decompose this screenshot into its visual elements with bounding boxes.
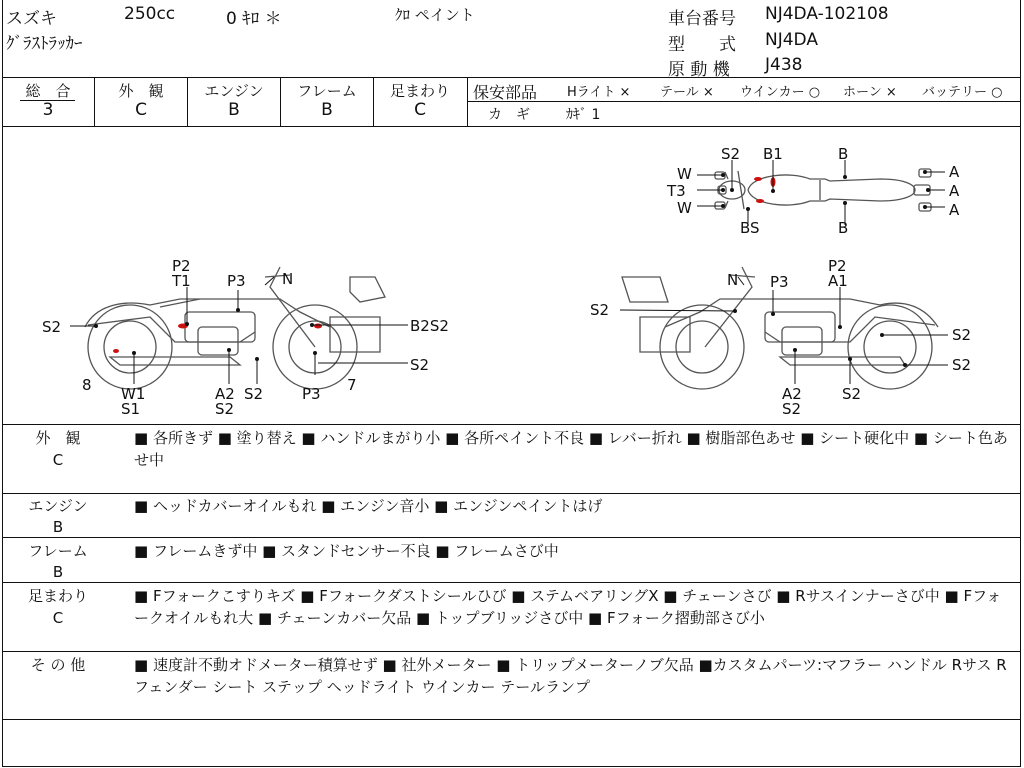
divider <box>2 719 1021 720</box>
safety-item-winker: ウインカー ○ <box>740 85 821 100</box>
diagram-label: S2 <box>952 326 972 344</box>
section-grade: C <box>52 609 64 627</box>
grade-value-suspension: C <box>414 100 426 120</box>
safety-item-horn: ホーン × <box>843 85 897 100</box>
divider <box>280 77 281 126</box>
diagram-label: B <box>838 145 849 163</box>
section-text: ■ フレームきず中 ■ スタンドセンサー不良 ■ フレームさび中 <box>134 542 559 560</box>
divider <box>2 582 1021 583</box>
section-label: エンジン <box>28 497 88 515</box>
section-label: 外 観 <box>35 429 81 447</box>
color: ｸﾛ ペイント <box>395 6 475 24</box>
section-grade: B <box>52 518 64 536</box>
diagram-label: BS <box>740 219 760 237</box>
diagram-label: 7 <box>347 376 357 394</box>
divider <box>2 77 1021 78</box>
diagram-label: N <box>727 271 739 289</box>
diagram-label: A2 <box>782 385 802 403</box>
safety-item-headlight: Hライト × <box>567 85 631 100</box>
divider <box>20 100 75 101</box>
diagram-label: S1 <box>121 400 141 418</box>
type-value: NJ4DA <box>765 30 818 50</box>
damage-diagram <box>0 127 1024 424</box>
divider <box>187 77 188 126</box>
section-label: そ の 他 <box>30 656 86 674</box>
type-label: 型 式 <box>668 35 736 55</box>
grade-value-engine: B <box>228 100 240 120</box>
diagram-label: S2 <box>952 356 972 374</box>
diagram-label: A <box>949 182 960 200</box>
section-text: ■ Fフォークこすりキズ ■ Fフォークダストシールひび ■ ステムベアリングX ■ チェーンさび ■ Rサスインナーさび中 ■ Fフォークオイルもれ大 ■ チェーンカバー欠品 ■ トップブリッジさび中 ■ Fフォーク摺動部さび小 <box>134 587 1002 627</box>
diagram-label: S2 <box>590 301 610 319</box>
frame-no: NJ4DA-102108 <box>765 4 889 24</box>
engine-label: 原 動 機 <box>668 60 730 80</box>
divider <box>2 537 1021 538</box>
diagram-label: S2 <box>215 400 235 418</box>
displacement: 250cc <box>124 4 176 24</box>
safety-title: 保安部品 <box>473 83 538 102</box>
diagram-label: S2 <box>721 145 741 163</box>
diagram-label: B <box>838 219 849 237</box>
diagram-label: P2 <box>172 257 191 275</box>
diagram-label: A <box>949 201 960 219</box>
grade-label-engine: エンジン <box>204 82 264 100</box>
frame-no-label: 車台番号 <box>668 9 736 29</box>
key-label: カ ギ <box>488 107 530 123</box>
label-dots <box>94 170 930 367</box>
divider <box>94 77 95 126</box>
divider <box>2 493 1021 494</box>
section-grade: C <box>52 451 64 469</box>
section-label: フレーム <box>28 542 88 560</box>
mileage: 0 ｷﾛ ＊ <box>226 9 282 29</box>
diagram-label: N <box>282 270 294 288</box>
grade-value-exterior: C <box>135 100 147 120</box>
key-value: ｶｷﾞ 1 <box>566 107 601 123</box>
grade-value-frame: B <box>321 100 333 120</box>
diagram-label: A <box>949 163 960 181</box>
diagram-label: A2 <box>215 385 235 403</box>
diagram-label: W1 <box>121 385 146 403</box>
diagram-label: T1 <box>172 272 191 290</box>
grade-label-frame: フレーム <box>297 82 357 100</box>
safety-item-battery: バッテリー ○ <box>922 85 1003 100</box>
section-grade: B <box>52 563 64 581</box>
divider <box>373 77 374 126</box>
grade-value-overall: 3 <box>42 100 54 120</box>
diagram-label: S2 <box>782 400 802 418</box>
diagram-label: 8 <box>82 376 92 394</box>
grade-label-suspension: 足まわり <box>389 82 450 100</box>
grade-label-overall: 総 合 <box>25 82 71 100</box>
section-text: ■ 速度計不動オドメーター積算せず ■ 社外メーター ■ トリップメーターノブ欠品 ■カスタムパーツ:マフラー ハンドル Rサス Rフェンダー シート ステップ ヘッドライト ウインカー テールランプ <box>134 656 1007 696</box>
diagram-label: T3 <box>667 182 686 200</box>
diagram-label: P3 <box>227 272 246 290</box>
section-text: ■ 各所きず ■ 塗り替え ■ ハンドルまがり小 ■ 各所ペイント不良 ■ レバー折れ ■ 樹脂部色あせ ■ シート硬化中 ■ シート色あせ中 <box>134 429 1008 469</box>
grade-label-exterior: 外 観 <box>118 82 164 100</box>
model-name: ｸﾞﾗｽﾄﾗｯｶｰ <box>6 34 83 54</box>
leader-lines <box>70 160 948 384</box>
diagram-label: P3 <box>302 385 321 403</box>
engine-value: J438 <box>765 55 803 75</box>
diagram-label: S2 <box>244 385 264 403</box>
safety-item-tail: テール × <box>660 85 714 100</box>
diagram-label: S2 <box>410 356 430 374</box>
divider <box>467 101 1021 102</box>
section-text: ■ ヘッドカバーオイルもれ ■ エンジン音小 ■ エンジンペイントはげ <box>134 497 603 515</box>
diagram-label: A1 <box>828 272 848 290</box>
section-label: 足まわり <box>27 587 88 605</box>
diagram-label: S2 <box>42 318 62 336</box>
diagram-label: W <box>677 165 692 183</box>
diagram-label: P2 <box>828 257 847 275</box>
divider <box>2 424 1021 425</box>
top-view-bike <box>715 169 931 211</box>
diagram-label: S2 <box>842 385 862 403</box>
diagram-label: B1 <box>763 145 783 163</box>
diagram-label: W <box>677 199 692 217</box>
diagram-label: B2S2 <box>410 317 449 335</box>
maker: スズキ <box>6 9 57 29</box>
divider <box>2 651 1021 652</box>
diagram-label: P3 <box>770 273 789 291</box>
